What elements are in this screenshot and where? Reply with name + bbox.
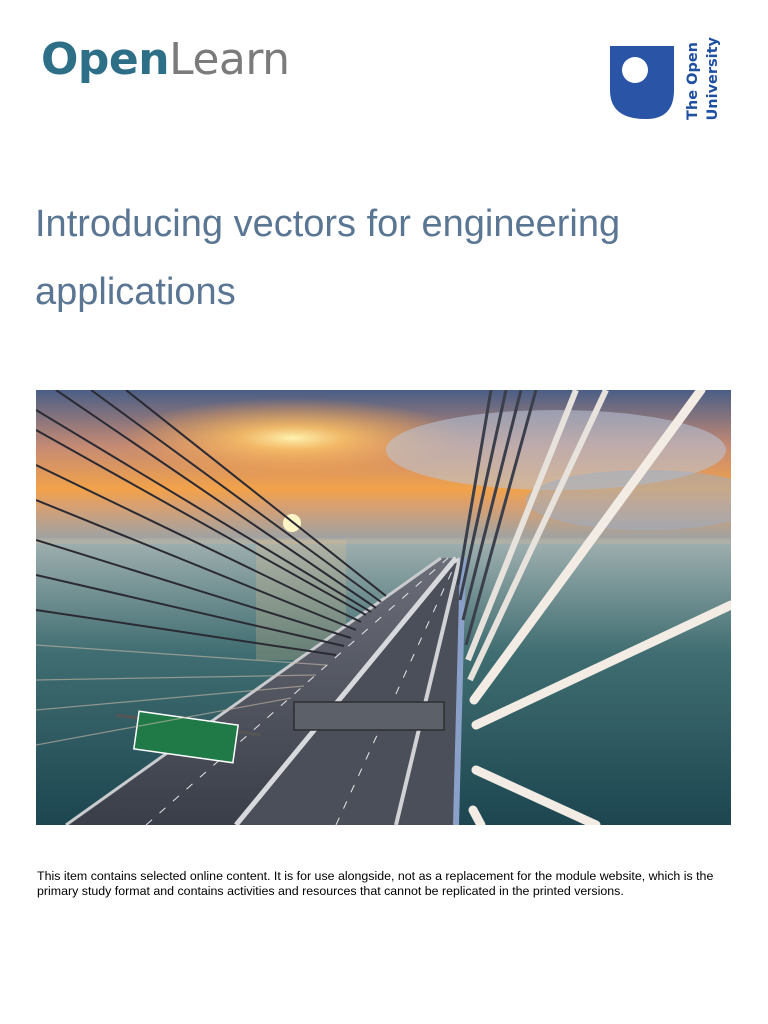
logo-learn-text: Learn bbox=[169, 34, 290, 85]
title-line-1: Introducing vectors for engineering bbox=[35, 203, 621, 245]
logo-open-text: Open bbox=[41, 34, 170, 85]
ou-wordmark-line2: University bbox=[705, 36, 721, 120]
ou-wordmark-line1: The Open bbox=[685, 42, 701, 120]
ou-wordmark bbox=[685, 36, 726, 120]
page-title bbox=[35, 190, 735, 326]
title-line-2: applications bbox=[35, 271, 236, 313]
hero-image bbox=[36, 390, 731, 825]
disclaimer-text: This item contains selected online content. It is for use alongside, not as a replacement for the module website, which is the primary study format and contains activities and resources that cannot be replicated in the printed versions. bbox=[37, 869, 714, 898]
openlearn-logo[interactable] bbox=[41, 34, 290, 85]
